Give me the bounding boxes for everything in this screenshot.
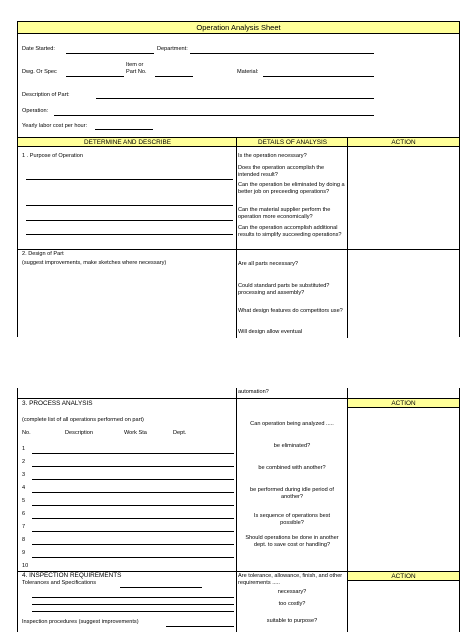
description-label: Description of Part:	[22, 92, 70, 98]
s4-question-1: Are tolerance, allowance, finish, and other requirements .....	[238, 573, 343, 586]
divider-right	[347, 137, 348, 338]
section1-line-2[interactable]	[26, 205, 233, 206]
material-label: Material:	[237, 69, 259, 75]
tolerances-line-1[interactable]	[32, 597, 234, 598]
col-dept: Dept.	[173, 430, 187, 436]
op-row-line[interactable]	[32, 518, 234, 519]
section1-line-3[interactable]	[26, 220, 233, 221]
col-work-sta: Work Sta	[124, 430, 147, 436]
s2-question-3: What design features do competitors use?	[238, 308, 343, 314]
date-started-label: Date Started:	[22, 46, 55, 52]
op-row-line[interactable]	[32, 466, 234, 467]
item-or-label: Item or	[126, 62, 144, 68]
tolerances-field[interactable]	[120, 587, 202, 588]
operation-field[interactable]	[54, 115, 374, 116]
section1-label: 1 . Purpose of Operation	[22, 153, 83, 159]
section3-note: (complete list of all operations performed on part)	[22, 417, 144, 423]
action-header: ACTION	[391, 139, 416, 146]
s1-question-4: Can the material supplier perform the operation more economically?	[238, 207, 331, 220]
s3-question-5: Is sequence of operations best possible?	[253, 513, 331, 526]
col-no: No.	[22, 430, 31, 436]
op-row-line[interactable]	[32, 492, 234, 493]
op-row-no: 1	[22, 446, 26, 452]
op-row-no: 7	[22, 524, 26, 530]
section4-label: 4. INSPECTION REQUIREMENTS	[22, 572, 122, 579]
s4-question-4: suitable to purpose?	[266, 618, 318, 624]
s3-question-3: be combined with another?	[258, 465, 326, 471]
s1-question-1: Is the operation necessary?	[238, 153, 307, 159]
inspection-procedures-field[interactable]	[166, 626, 234, 627]
material-field[interactable]	[263, 76, 374, 77]
s2-continued: automation?	[238, 389, 269, 395]
section2-top-rule	[18, 249, 459, 250]
section3-label: 3. PROCESS ANALYSIS	[22, 400, 93, 407]
s4-question-3: too costly?	[278, 601, 306, 607]
col-description: Description	[65, 430, 93, 436]
department-label: Department:	[157, 46, 188, 52]
description-field[interactable]	[96, 98, 374, 99]
operation-label: Operation:	[22, 108, 49, 114]
divider-left	[236, 137, 237, 338]
labor-cost-label: Yearly labor cost per hour:	[22, 123, 88, 129]
dwg-spec-label: Dwg. Or Spec	[22, 69, 57, 75]
s3-question-1: Can operation being analyzed .....	[250, 421, 334, 427]
s2-question-4: Will design allow eventual	[238, 329, 303, 335]
op-row-no: 8	[22, 537, 26, 543]
op-row-no: 5	[22, 498, 26, 504]
section2-note: (suggest improvements, make sketches where necessary)	[22, 260, 167, 266]
date-started-field[interactable]	[66, 53, 154, 54]
s4-question-2: necessary?	[277, 589, 307, 595]
s1-question-2: Does the operation accomplish the intended result?	[238, 165, 325, 178]
s1-question-5: Can the operation accomplish additional results to simplify succeeding operations?	[238, 225, 342, 238]
op-row-line[interactable]	[32, 479, 234, 480]
tolerances-line-3[interactable]	[32, 611, 234, 612]
op-row-no: 4	[22, 485, 26, 491]
tolerances-label: Tolerances and Specifications	[22, 580, 97, 586]
section1-line-1[interactable]	[26, 179, 233, 180]
op-row-line[interactable]	[32, 505, 234, 506]
s2-question-1: Are all parts necessary?	[238, 261, 299, 267]
s1-question-3: Can the operation be eliminated by doing a better job on preceeding operations?	[238, 182, 345, 195]
op-row-no: 9	[22, 550, 26, 556]
inspection-procedures-label: Inspection procedures (suggest improvements)	[22, 619, 139, 625]
section1-line-4[interactable]	[26, 234, 233, 235]
op-row-line[interactable]	[32, 544, 234, 545]
labor-cost-field[interactable]	[95, 129, 153, 130]
section4-action-header: ACTION	[391, 573, 416, 580]
sheet-title: Operation Analysis Sheet	[18, 22, 459, 34]
dwg-spec-field[interactable]	[66, 76, 124, 77]
tolerances-line-2[interactable]	[32, 604, 234, 605]
sheet-page-2	[17, 388, 460, 632]
section3-action-header: ACTION	[391, 400, 416, 407]
sheet-page-1	[17, 21, 460, 337]
op-row-line[interactable]	[32, 531, 234, 532]
op-row-no: 10	[22, 563, 29, 569]
s3-question-2: be eliminated?	[273, 443, 311, 449]
op-row-no: 2	[22, 459, 26, 465]
determine-header: DETERMINE AND DESCRIBE	[84, 139, 171, 146]
section2-label: 2. Design of Part	[22, 251, 64, 257]
s3-question-4: be performed during idle period of another?	[250, 487, 334, 500]
part-no-label: Part No.	[126, 69, 147, 75]
divider-right-2	[347, 388, 348, 632]
details-header: DETAILS OF ANALYSIS	[257, 139, 328, 146]
op-row-line[interactable]	[32, 453, 234, 454]
op-row-no: 6	[22, 511, 26, 517]
part-no-field[interactable]	[155, 76, 193, 77]
op-row-no: 3	[22, 472, 26, 478]
s3-question-6: Should operations be done in another dept. to save cost or handling?	[245, 535, 339, 548]
op-row-line[interactable]	[32, 557, 234, 558]
s2-question-2: Could standard parts be substituted? processing and assembly?	[238, 283, 330, 296]
department-field[interactable]	[190, 53, 374, 54]
